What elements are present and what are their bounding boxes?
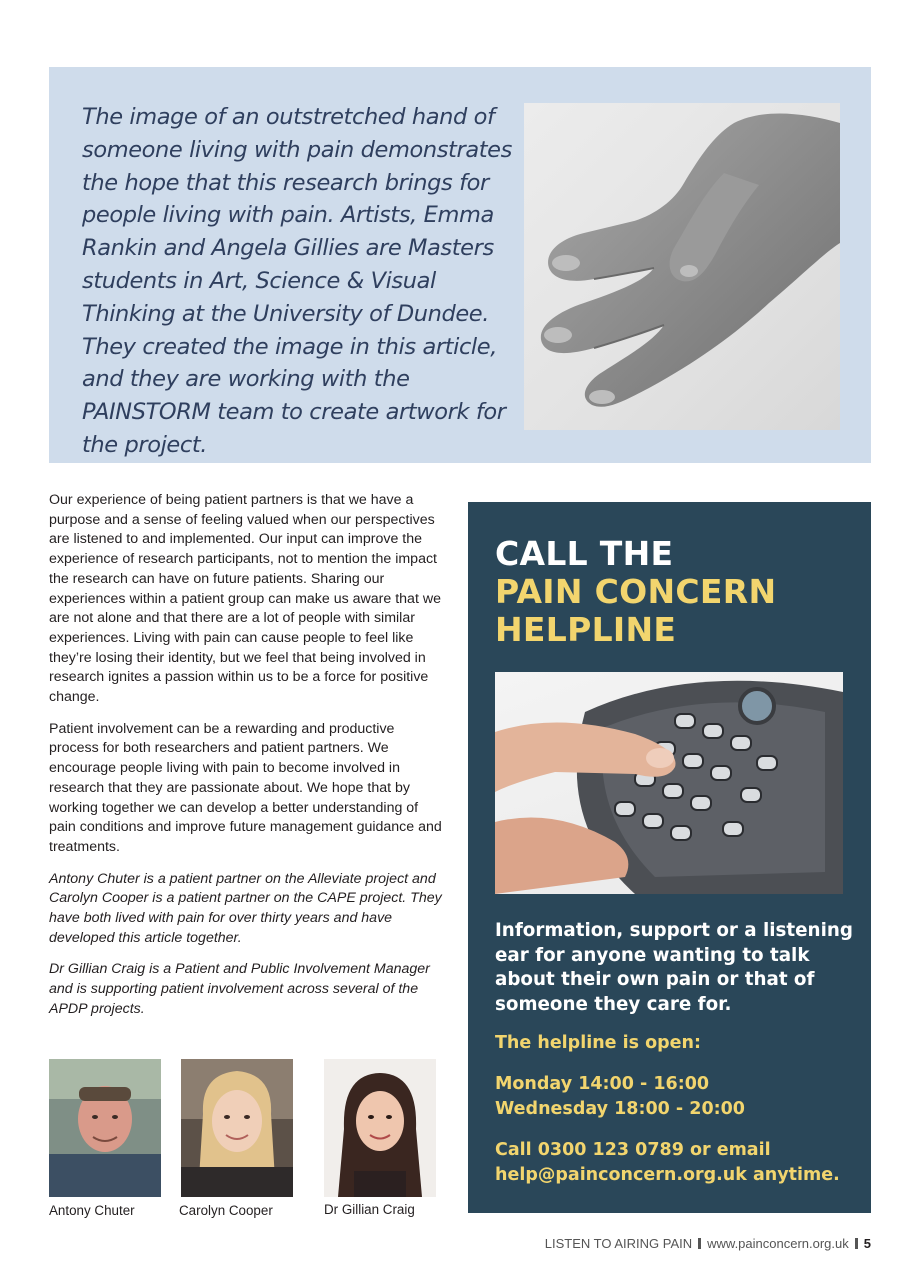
- helpline-hours: [495, 1072, 745, 1121]
- helpline-title-line: PAIN CONCERN: [495, 572, 777, 611]
- page-footer: [545, 1236, 871, 1251]
- helpline-email[interactable]: help@painconcern.org.uk anytime.: [495, 1164, 840, 1185]
- portrait-caption: Carolyn Cooper: [179, 1203, 273, 1218]
- article-body: [49, 491, 444, 1032]
- outstretched-hand-image: [524, 103, 840, 430]
- telephone-illustration: [495, 672, 843, 894]
- portrait-photo: [181, 1059, 293, 1197]
- hand-illustration: [524, 103, 840, 430]
- article-paragraph: Patient involvement can be a rewarding and productive process for both researchers and patient partners. We encourage people living with pain to become involved in research that they are passionate about. We hope that by working together we can develop a better understanding of pain conditions and improve future management guidance and treatments.: [49, 720, 442, 855]
- helpline-contact: [495, 1138, 840, 1187]
- author-bio: Antony Chuter is a patient partner on the Alleviate project and Carolyn Cooper is a patient partner on the CAPE project. They have both lived with pain for over thirty years and have developed this article together.: [49, 870, 442, 946]
- helpline-description: Information, support or a listening ear for anyone wanting to talk about their own pain or that of someone they care for.: [495, 920, 853, 1015]
- helpline-open-label: The helpline is open:: [495, 1033, 702, 1053]
- portrait-photo: [324, 1059, 436, 1197]
- portrait-photo: [49, 1059, 161, 1197]
- portrait-caption: Antony Chuter: [49, 1203, 135, 1218]
- portrait-caption: Dr Gillian Craig: [324, 1202, 415, 1217]
- helpline-box: [468, 502, 871, 1213]
- portrait-carolyn-cooper: [181, 1059, 293, 1197]
- page-number: 5: [863, 1236, 871, 1251]
- helpline-hours-line: Wednesday 18:00 - 20:00: [495, 1098, 745, 1119]
- helpline-title-line: CALL THE: [495, 534, 674, 573]
- article-paragraph: Our experience of being patient partners is that we have a purpose and a sense of feeling valued when our perspectives are listened to and implemented. Our input can improve the experience of research participants, not to mention the impact the research can have on future patients. Sharing our experiences within a patient group can make us aware that we are not alone and that there are a lot of people with similar experiences. Living with pain can cause people to feel like they’re losing their identity, but we feel that being involved in research ignites a passion within us to be a force for positive change.: [49, 492, 441, 706]
- helpline-title-line: HELPLINE: [495, 610, 677, 649]
- footer-separator: [855, 1238, 858, 1249]
- helpline-title: [495, 535, 776, 649]
- helpline-hours-line: Monday 14:00 - 16:00: [495, 1074, 710, 1094]
- footer-separator: [698, 1238, 701, 1249]
- telephone-keypad-image: [495, 672, 843, 894]
- author-bio: Dr Gillian Craig is a Patient and Public Involvement Manager and is supporting patient involvement across several of the APDP projects.: [49, 961, 430, 1017]
- image-caption-text: The image of an outstretched hand of someone living with pain demonstrates the hope that this research brings for people living with pain. Artists, Emma Rankin and Angela Gillies are Masters students in Art, Science & Visual Thinking at the University of Dundee. They created the image in this article, and they are working with the PAINSTORM team to create artwork for the project.: [82, 104, 512, 458]
- portrait-gillian-craig: [324, 1059, 436, 1197]
- footer-program-name: LISTEN TO AIRING PAIN: [544, 1236, 693, 1251]
- footer-website-link[interactable]: www.painconcern.org.uk: [707, 1236, 849, 1251]
- portrait-antony-chuter: [49, 1059, 161, 1197]
- image-caption-panel: [49, 67, 871, 463]
- helpline-phone: Call 0300 123 0789 or email: [495, 1140, 771, 1160]
